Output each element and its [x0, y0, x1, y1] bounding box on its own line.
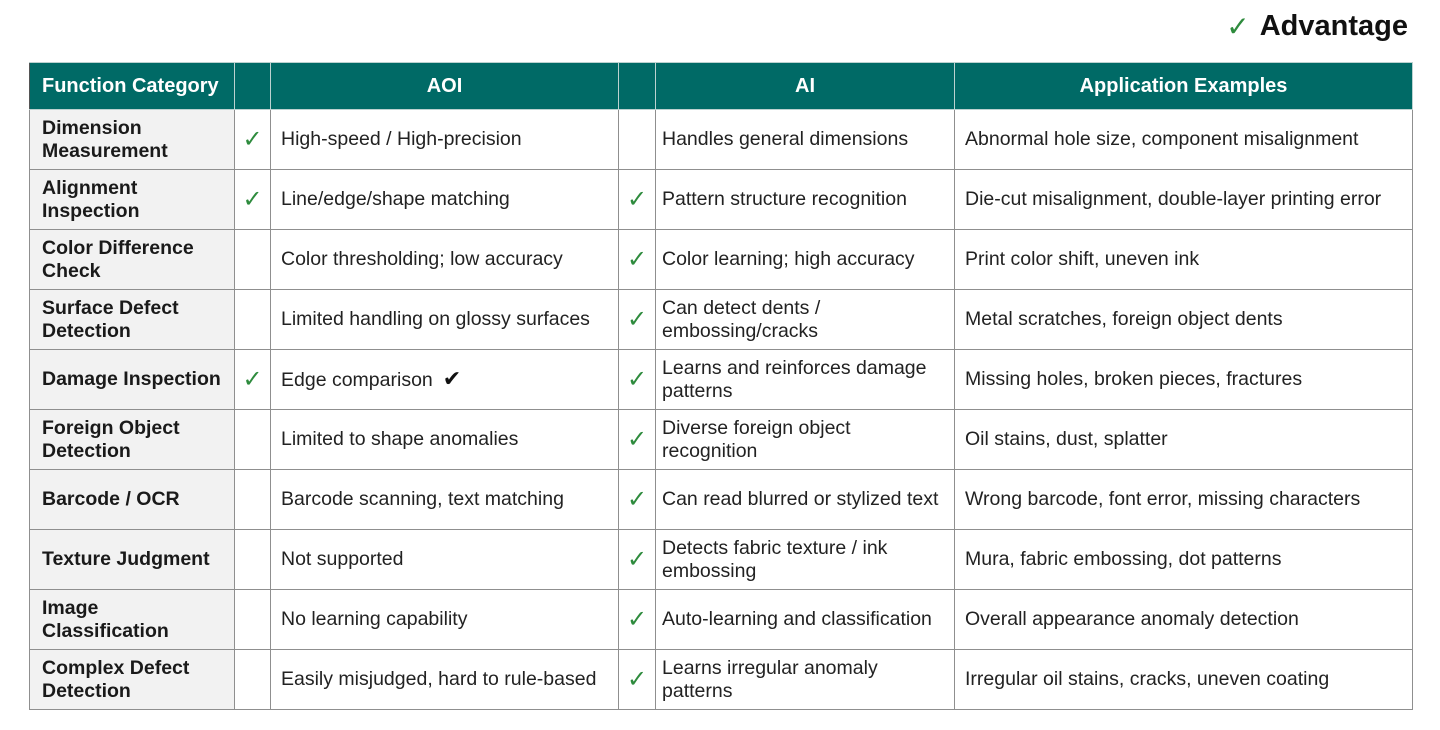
ai-cell: Learns and reinforces damage patterns	[656, 350, 955, 410]
aoi-cell	[271, 170, 619, 230]
aoi-text: Not supported	[281, 548, 404, 570]
application-example-cell: Metal scratches, foreign object dents	[955, 290, 1413, 350]
table-body	[30, 110, 1413, 710]
table-row	[30, 650, 1413, 710]
ai-check-icon: ✓	[619, 470, 656, 530]
table-row	[30, 230, 1413, 290]
function-category-cell: Surface Defect Detection	[30, 290, 235, 350]
aoi-cell	[271, 530, 619, 590]
ai-cell: Learns irregular anomaly patterns	[656, 650, 955, 710]
application-example-cell: Mura, fabric embossing, dot patterns	[955, 530, 1413, 590]
ai-cell: Can detect dents / embossing/cracks	[656, 290, 955, 350]
function-category-cell: Color Difference Check	[30, 230, 235, 290]
aoi-cell	[271, 590, 619, 650]
aoi-check-icon: ✓	[235, 110, 271, 170]
aoi-text: Edge comparison	[281, 369, 433, 391]
function-category-cell: Damage Inspection	[30, 350, 235, 410]
ai-check-icon	[619, 110, 656, 170]
aoi-text: Easily misjudged, hard to rule-based	[281, 668, 597, 690]
function-category-cell: Texture Judgment	[30, 530, 235, 590]
header-ai-check	[619, 63, 656, 110]
aoi-text: Color thresholding; low accuracy	[281, 248, 563, 270]
inline-check-icon: ✔	[442, 366, 462, 391]
aoi-cell	[271, 410, 619, 470]
ai-check-icon: ✓	[619, 290, 656, 350]
application-example-cell: Abnormal hole size, component misalignment	[955, 110, 1413, 170]
aoi-text: Line/edge/shape matching	[281, 188, 510, 210]
ai-check-icon: ✓	[619, 650, 656, 710]
aoi-check-icon	[235, 230, 271, 290]
aoi-text: No learning capability	[281, 608, 468, 630]
function-category-cell: Alignment Inspection	[30, 170, 235, 230]
aoi-check-icon	[235, 590, 271, 650]
table-row	[30, 170, 1413, 230]
table-row	[30, 530, 1413, 590]
application-example-cell: Die-cut misalignment, double-layer printing error	[955, 170, 1413, 230]
aoi-text: Limited handling on glossy surfaces	[281, 308, 590, 330]
aoi-check-icon: ✓	[235, 170, 271, 230]
header-function-category: Function Category	[30, 63, 235, 110]
ai-cell: Color learning; high accuracy	[656, 230, 955, 290]
aoi-check-icon: ✓	[235, 350, 271, 410]
ai-cell: Can read blurred or stylized text	[656, 470, 955, 530]
aoi-cell	[271, 290, 619, 350]
ai-check-icon: ✓	[619, 530, 656, 590]
function-category-cell: Foreign Object Detection	[30, 410, 235, 470]
aoi-check-icon	[235, 410, 271, 470]
ai-check-icon: ✓	[619, 170, 656, 230]
ai-check-icon: ✓	[619, 230, 656, 290]
table-row	[30, 350, 1413, 410]
aoi-check-icon	[235, 650, 271, 710]
header-application-examples: Application Examples	[955, 63, 1413, 110]
application-example-cell: Missing holes, broken pieces, fractures	[955, 350, 1413, 410]
table-row	[30, 410, 1413, 470]
aoi-cell	[271, 230, 619, 290]
aoi-cell	[271, 650, 619, 710]
function-category-cell: Image Classification	[30, 590, 235, 650]
header-aoi: AOI	[271, 63, 619, 110]
ai-check-icon: ✓	[619, 410, 656, 470]
aoi-text: Limited to shape anomalies	[281, 428, 519, 450]
table-row	[30, 470, 1413, 530]
check-icon: ✓	[1226, 11, 1250, 42]
aoi-cell	[271, 350, 619, 410]
aoi-check-icon	[235, 530, 271, 590]
application-example-cell: Irregular oil stains, cracks, uneven coating	[955, 650, 1413, 710]
table-row	[30, 590, 1413, 650]
function-category-cell: Dimension Measurement	[30, 110, 235, 170]
ai-check-icon: ✓	[619, 590, 656, 650]
application-example-cell: Wrong barcode, font error, missing characters	[955, 470, 1413, 530]
aoi-text: Barcode scanning, text matching	[281, 488, 564, 510]
header-row	[30, 63, 1413, 110]
function-category-cell: Barcode / OCR	[30, 470, 235, 530]
application-example-cell: Print color shift, uneven ink	[955, 230, 1413, 290]
ai-cell: Pattern structure recognition	[656, 170, 955, 230]
table-row	[30, 290, 1413, 350]
application-example-cell: Overall appearance anomaly detection	[955, 590, 1413, 650]
comparison-table	[29, 62, 1413, 710]
ai-cell: Handles general dimensions	[656, 110, 955, 170]
aoi-text: High-speed / High-precision	[281, 128, 522, 150]
legend	[1226, 10, 1408, 43]
ai-check-icon: ✓	[619, 350, 656, 410]
aoi-check-icon	[235, 470, 271, 530]
header-aoi-check	[235, 63, 271, 110]
legend-label: Advantage	[1259, 10, 1408, 42]
ai-cell: Diverse foreign object recognition	[656, 410, 955, 470]
table-row	[30, 110, 1413, 170]
ai-cell: Auto-learning and classification	[656, 590, 955, 650]
application-example-cell: Oil stains, dust, splatter	[955, 410, 1413, 470]
function-category-cell: Complex Defect Detection	[30, 650, 235, 710]
aoi-check-icon	[235, 290, 271, 350]
aoi-cell	[271, 470, 619, 530]
ai-cell: Detects fabric texture / ink embossing	[656, 530, 955, 590]
header-ai: AI	[656, 63, 955, 110]
aoi-cell	[271, 110, 619, 170]
